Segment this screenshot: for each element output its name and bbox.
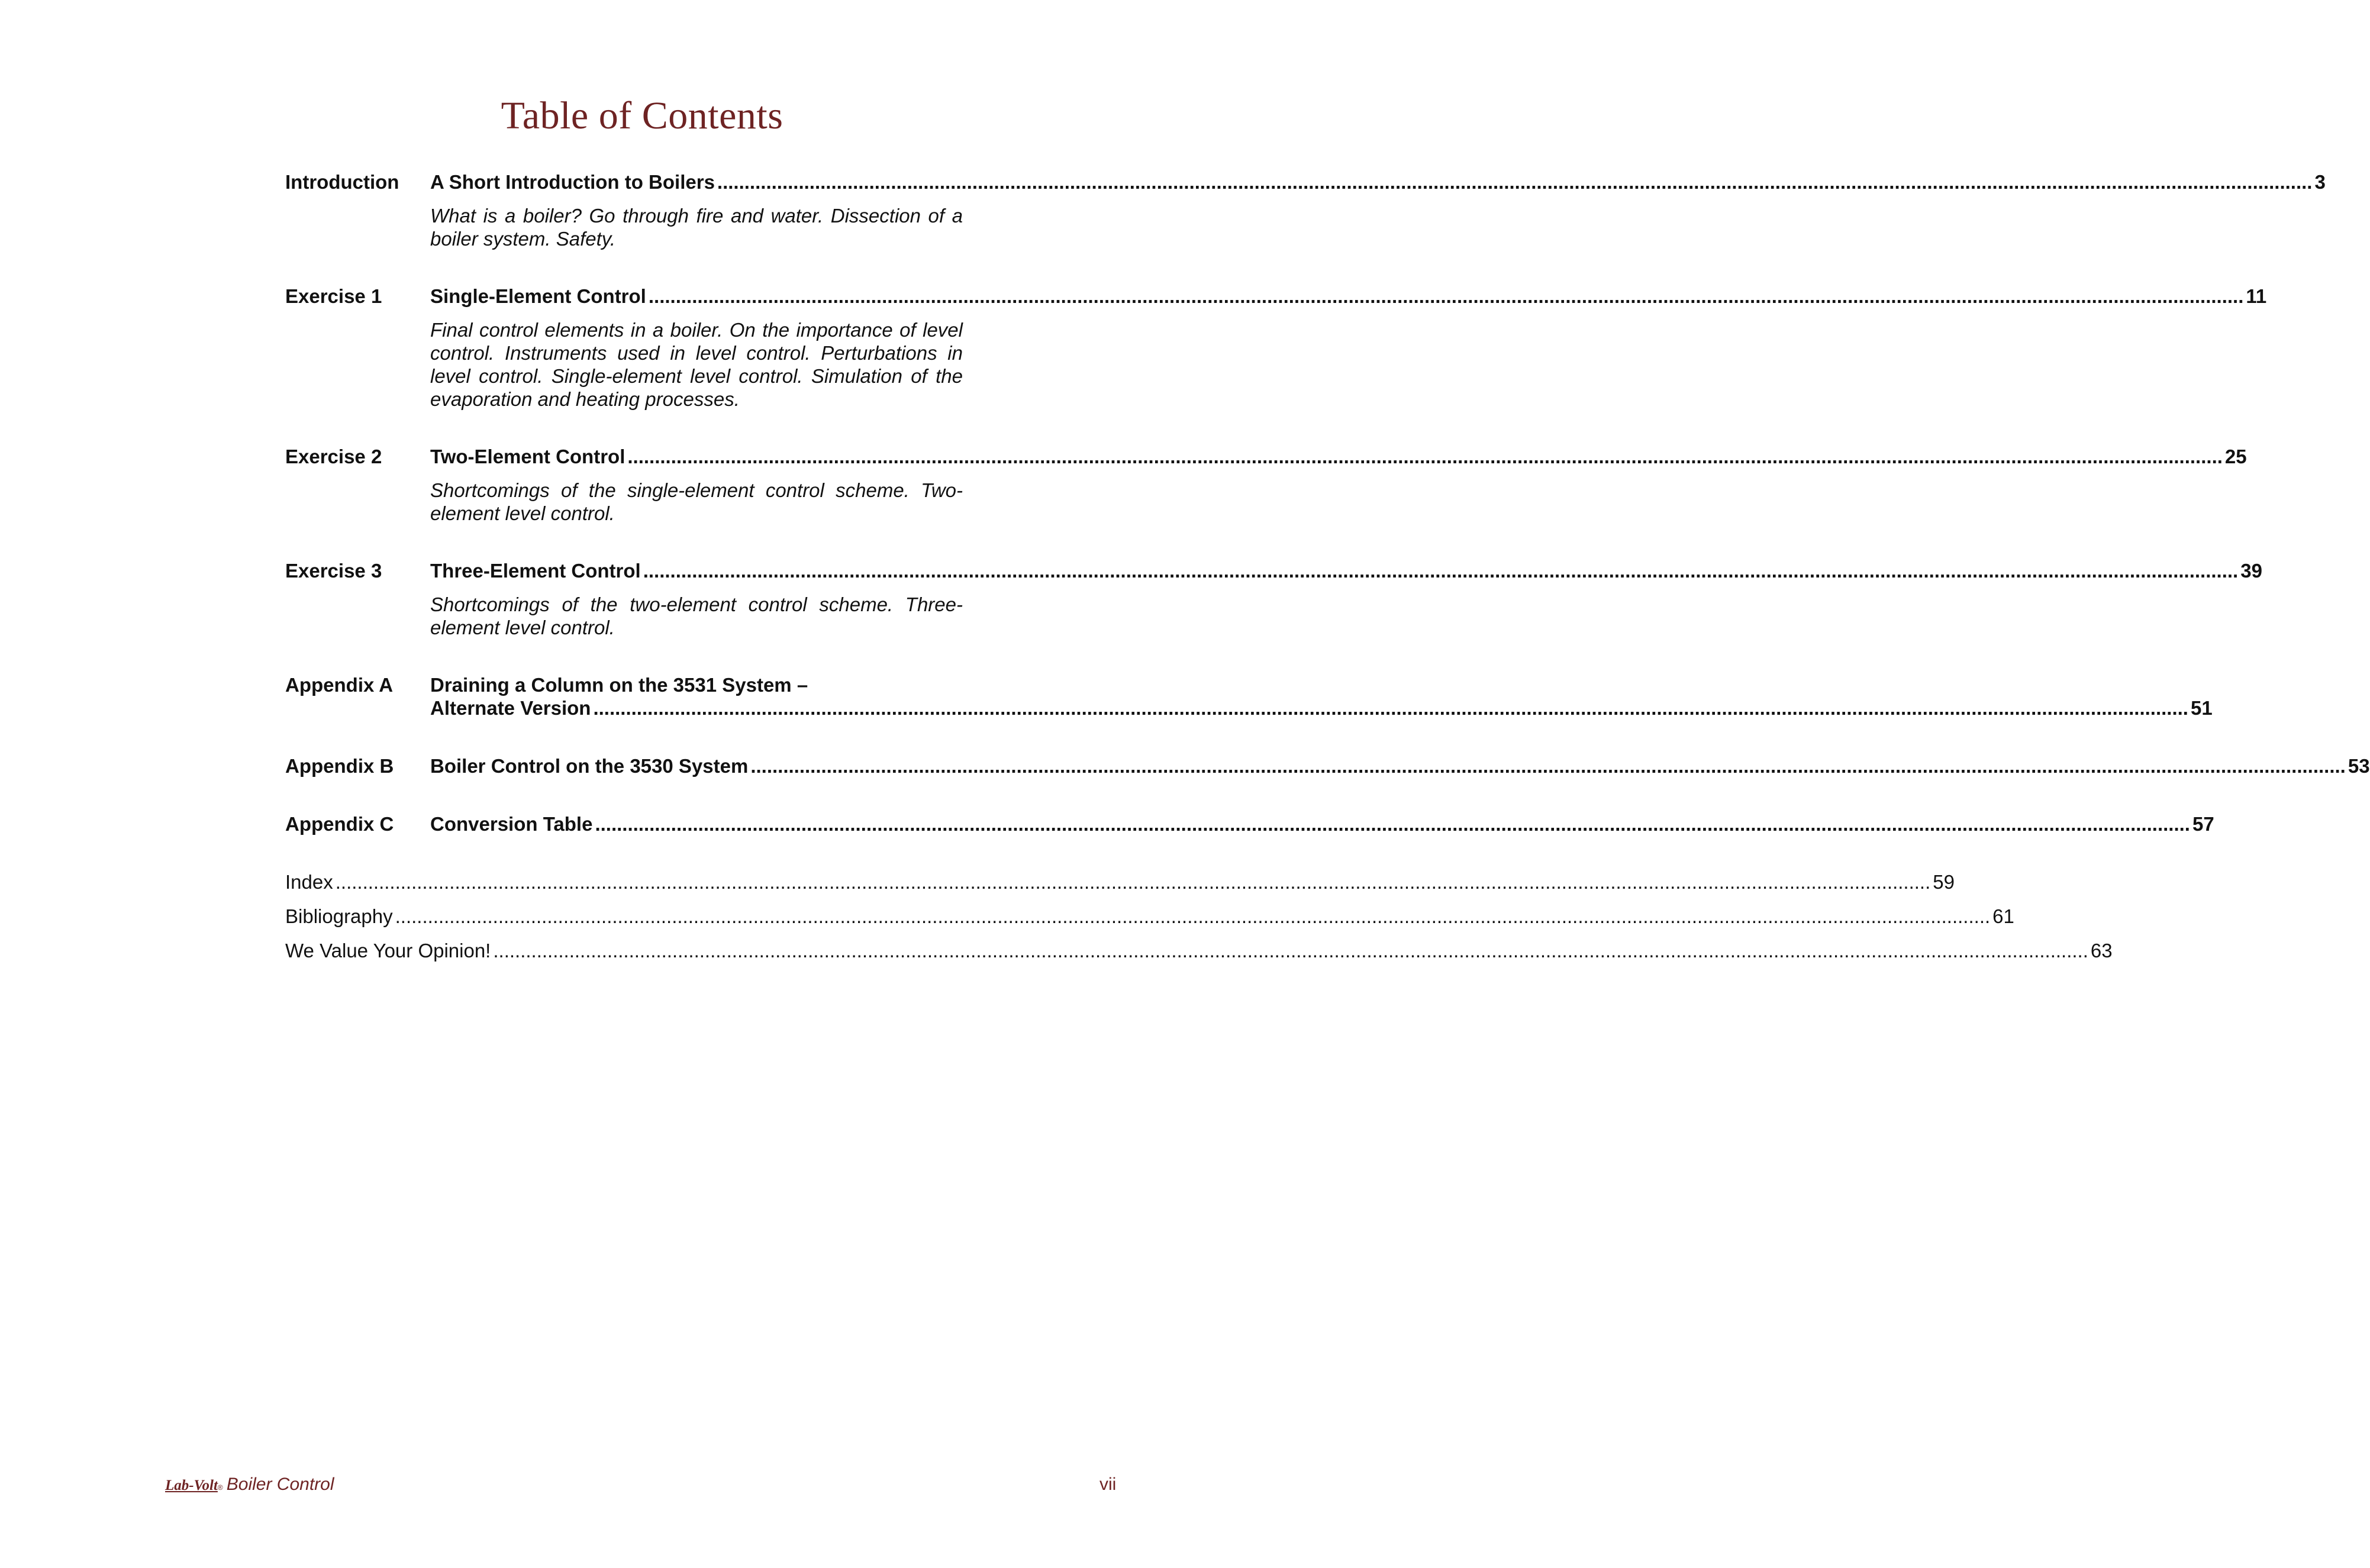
page-title: Table of Contents: [501, 94, 783, 137]
entry-label: Appendix B: [285, 755, 394, 777]
entry-title: We Value Your Opinion!: [285, 940, 491, 962]
toc-link-appendix-a[interactable]: [430, 673, 2213, 720]
lab-volt-logo: Lab-Volt: [165, 1477, 218, 1493]
page-number: 61: [1992, 905, 2014, 927]
page-number: 25: [2224, 446, 2247, 467]
toc-link-exercise-2[interactable]: [430, 445, 2247, 468]
toc-link-introduction[interactable]: [430, 170, 2326, 193]
page-number: 59: [1933, 871, 1955, 893]
entry-label: Appendix C: [285, 813, 394, 835]
entry-label: Appendix A: [285, 674, 394, 696]
entry-label: Introduction: [285, 171, 399, 193]
entry-description: Shortcomings of the two-element control scheme. Three-element level control.: [430, 593, 963, 638]
entry-title: Bibliography: [285, 905, 393, 927]
page-number: 51: [2190, 697, 2213, 719]
entry-label: Exercise 2: [285, 446, 382, 467]
entry-title: A Short Introduction to Boilers: [430, 171, 715, 193]
toc-link-appendix-c[interactable]: [430, 812, 2214, 835]
entry-title-line-2: Alternate Version: [430, 697, 591, 719]
entry-description: Final control elements in a boiler. On the importance of level control. Instruments used in level control. Perturbations in level control. Single-element level control. Simulation of the evaporation and heating processes.: [430, 319, 963, 410]
toc-link-bibliography[interactable]: [285, 905, 2014, 928]
entry-title: Single-Element Control: [430, 285, 646, 307]
toc-link-exercise-3[interactable]: [430, 559, 2262, 582]
page-number: 63: [2090, 940, 2113, 962]
toc-link-appendix-b[interactable]: [430, 754, 2370, 777]
dot-leader: [750, 754, 2346, 777]
dot-leader: [595, 812, 2190, 835]
dot-leader: [395, 905, 1991, 928]
toc-entry-appendix-a: [285, 673, 2213, 720]
toc-link-opinion[interactable]: [285, 939, 2113, 962]
toc-link-index[interactable]: [285, 870, 1955, 893]
dot-leader: [336, 870, 1931, 893]
toc-link-exercise-1[interactable]: [430, 285, 2266, 308]
footer-book-title: Boiler Control: [226, 1475, 334, 1494]
footer-branding: [165, 1475, 334, 1495]
entry-title: Conversion Table: [430, 813, 593, 835]
toc-entry-exercise-1: [285, 285, 2267, 411]
entry-title: Index: [285, 871, 333, 893]
footer-page-number: vii: [1099, 1475, 1117, 1494]
entry-description: What is a boiler? Go through fire and water. Dissection of a boiler system. Safety.: [430, 205, 963, 250]
entry-title-line-1: Draining a Column on the 3531 System –: [430, 674, 808, 696]
toc-entry-appendix-c: [285, 812, 2214, 835]
entry-title: Two-Element Control: [430, 446, 625, 467]
toc-entry-exercise-2: [285, 445, 2247, 525]
page-number: 11: [2246, 285, 2267, 307]
toc-entry-appendix-b: [285, 754, 2370, 777]
registered-mark: ®: [217, 1483, 223, 1492]
page-number: 39: [2240, 560, 2262, 582]
toc-entry-exercise-3: [285, 559, 2262, 639]
toc-entry-introduction: [285, 170, 2326, 250]
table-of-contents: [285, 170, 2370, 962]
dot-leader: [649, 285, 2244, 308]
entry-title: Three-Element Control: [430, 560, 641, 582]
back-matter-list: [285, 870, 2113, 962]
page-number: 3: [2314, 171, 2326, 193]
entry-description: Shortcomings of the single-element control scheme. Two-element level control.: [430, 479, 963, 524]
page-number: 57: [2192, 813, 2214, 835]
page-number: 53: [2348, 755, 2370, 777]
dot-leader: [493, 939, 2088, 962]
dot-leader: [593, 696, 2188, 720]
entry-title: Boiler Control on the 3530 System: [430, 755, 749, 777]
dot-leader: [717, 170, 2313, 193]
dot-leader: [627, 445, 2223, 468]
entry-label: Exercise 1: [285, 285, 382, 307]
dot-leader: [643, 559, 2239, 582]
entry-label: Exercise 3: [285, 560, 382, 582]
